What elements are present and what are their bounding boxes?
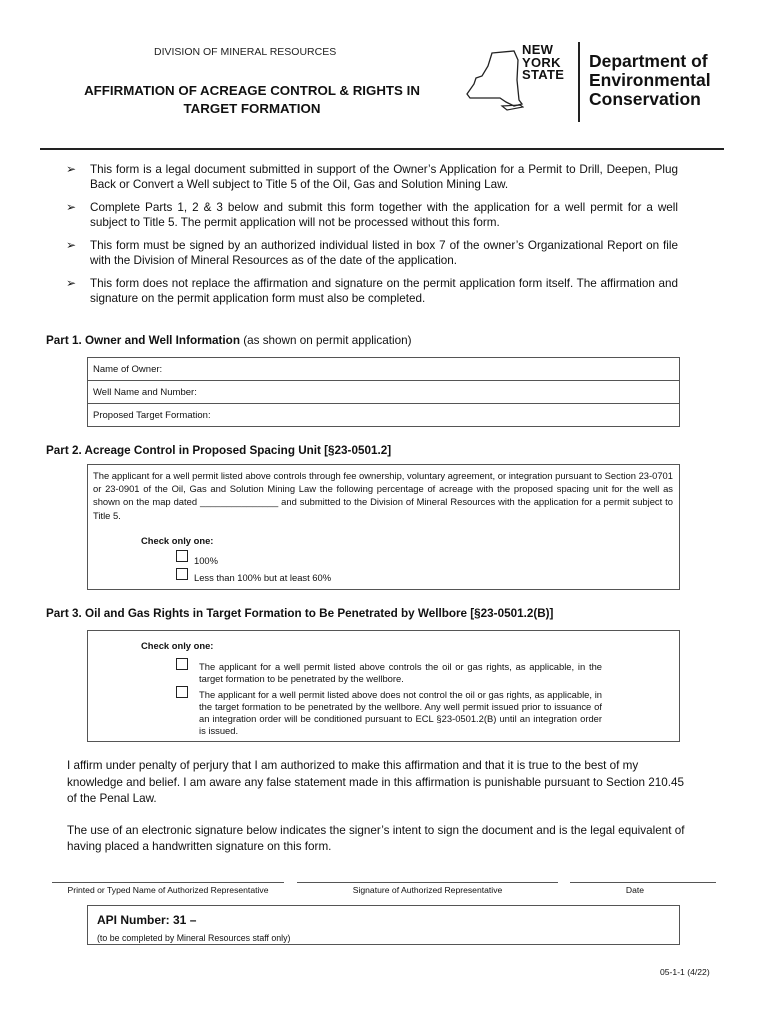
department-wordmark: [589, 52, 711, 109]
instruction-text: This form is a legal document submitted in support of the Owner’s Application for a Permit to Drill, Deepen, Plug Back or Convert a Well subject to Title 5 of the Oil, Gas and Solution Mining Law.: [90, 163, 678, 191]
printed-name-line[interactable]: [52, 882, 284, 883]
form-title: [40, 82, 464, 118]
part2-check-label: Check only one:: [141, 535, 214, 546]
part3-heading: Part 3. Oil and Gas Rights in Target Formation to Be Penetrated by Wellbore [§23-0501.2(B)]: [46, 607, 554, 620]
controls-rights-label: The applicant for a well permit listed above controls the oil or gas rights, as applicable, in the target formation to be penetrated by the wellbore.: [199, 661, 602, 684]
instructions-list: [66, 162, 678, 314]
target-formation-field[interactable]: Proposed Target Formation:: [93, 410, 211, 421]
arrow-bullet-icon: ➢: [66, 276, 77, 290]
part3-box: [87, 630, 680, 742]
no-control-rights-checkbox[interactable]: [176, 686, 188, 698]
instruction-text: This form does not replace the affirmation and signature on the permit application form itself. The affirmation and signature on the permit application form must also be completed.: [90, 277, 678, 305]
arrow-bullet-icon: ➢: [66, 238, 77, 252]
instruction-item: [66, 162, 678, 192]
part3-check-label: Check only one:: [141, 640, 214, 651]
logo-dept-line-3: Conservation: [589, 89, 701, 109]
instruction-text: Complete Parts 1, 2 & 3 below and submit this form together with the application for a well permit for a well subject to Title 5. The permit application will not be processed without this form.: [90, 201, 678, 229]
logo-dept-line-1: Department of: [589, 51, 708, 71]
header-divider: [40, 148, 724, 150]
arrow-bullet-icon: ➢: [66, 200, 77, 214]
new-york-state-wordmark: [522, 44, 564, 82]
affirmation-paragraph: I affirm under penalty of perjury that I am authorized to make this affirmation and that it is true to the best of my knowledge and belief. I am aware any false statement made in this affirmation is punishable pursuant to Section 210.45 of the Penal Law.: [67, 759, 684, 805]
instruction-item: [66, 200, 678, 230]
logo-state-line-3: STATE: [522, 67, 565, 82]
arrow-bullet-icon: ➢: [66, 162, 77, 176]
part1-heading: [46, 334, 411, 347]
well-name-number-field[interactable]: Well Name and Number:: [88, 381, 679, 404]
instruction-item: [66, 238, 678, 268]
api-staff-note: (to be completed by Mineral Resources staff only): [97, 933, 291, 943]
api-number-box: [87, 905, 680, 945]
form-title-line-1: AFFIRMATION OF ACREAGE CONTROL & RIGHTS IN: [84, 83, 420, 98]
logo-state-line-2: YORK: [522, 54, 561, 70]
form-number: 05-1-1 (4/22): [660, 967, 710, 977]
signature-label: Signature of Authorized Representative: [352, 885, 503, 895]
part2-box: [87, 464, 680, 590]
part2-heading: Part 2. Acreage Control in Proposed Spacing Unit [§23-0501.2]: [46, 444, 392, 457]
owner-name-field[interactable]: Name of Owner:: [88, 358, 679, 381]
acreage-100-checkbox[interactable]: [176, 550, 188, 562]
affirmation-section: [67, 758, 687, 871]
date-line[interactable]: [570, 882, 716, 883]
instruction-text: This form must be signed by an authorized individual listed in box 7 of the owner’s Organizational Report on file with the Division of Mineral Resources as of the date of the application.: [90, 239, 678, 267]
date-label: Date: [625, 885, 645, 895]
dec-logo: [462, 42, 732, 122]
part1-heading-note: (as shown on permit application): [243, 334, 412, 347]
logo-dept-line-2: Environmental: [589, 70, 711, 90]
api-number-field[interactable]: API Number: 31 –: [97, 913, 197, 927]
new-york-state-map-icon: [462, 50, 524, 114]
signature-line[interactable]: [297, 882, 558, 883]
no-control-rights-label: The applicant for a well permit listed above does not control the oil or gas rights, as applicable, in the target formation to be penetrated by the wellbore. Any well permit issued prior to issuance of an integration order will be conditioned pursuant to ECL §23-0501.2(B) until an integration order is issued.: [199, 689, 602, 736]
logo-divider: [578, 42, 580, 122]
electronic-signature-paragraph: The use of an electronic signature below indicates the signer’s intent to sign the document and is the legal equivalent of having placed a handwritten signature on this form.: [67, 823, 685, 853]
acreage-60-label: Less than 100% but at least 60%: [194, 572, 332, 583]
part1-heading-text: Part 1. Owner and Well Information: [46, 334, 240, 347]
logo-state-line-1: NEW: [522, 42, 554, 57]
instruction-item: [66, 276, 678, 306]
form-title-line-2: TARGET FORMATION: [183, 101, 321, 116]
acreage-100-label: 100%: [194, 555, 218, 566]
part1-fields-box: [87, 357, 680, 427]
acreage-60-checkbox[interactable]: [176, 568, 188, 580]
controls-rights-checkbox[interactable]: [176, 658, 188, 670]
printed-name-label: Printed or Typed Name of Authorized Representative: [67, 885, 269, 895]
division-label: DIVISION OF MINERAL RESOURCES: [154, 46, 337, 58]
part2-statement: The applicant for a well permit listed above controls through fee ownership, voluntary agreement, or integration pursuant to Section 23-0701 or 23-0901 of the Oil, Gas and Solution Mining Law the following percentage of acreage with the proposed spacing unit for the well as shown on the map dated _______________ and submitted to the Division of Mineral Resources with the application for a permit subject to Title 5.: [93, 470, 673, 521]
